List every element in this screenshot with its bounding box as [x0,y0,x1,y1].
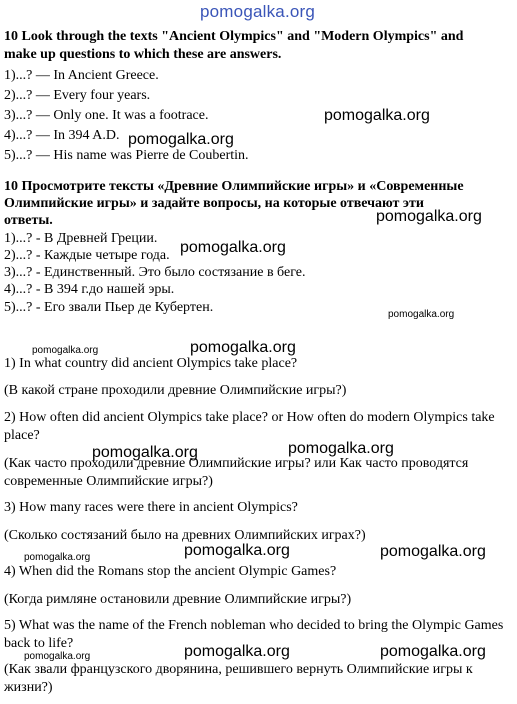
watermark: pomogalka.org [32,345,99,356]
answer-item-en-2: 2)...? — Every four years. [4,88,151,103]
watermark-top: pomogalka.org [200,2,316,21]
watermark: pomogalka.org [180,239,286,256]
question-3-ru: (Сколько состязаний было на древних Олимпийских играх?) [4,528,366,543]
watermark: pomogalka.org [324,107,430,124]
question-3-en: 3) How many races were there in ancient Olympics? [4,500,298,515]
answer-item-en-4: 4)...? — In 394 A.D. [4,128,120,143]
answer-item-ru-4: 4)...? - В 394 г.до нашей эры. [4,282,175,297]
watermark: pomogalka.org [24,651,91,662]
question-4-en: 4) When did the Romans stop the ancient Olympic Games? [4,564,337,579]
watermark: pomogalka.org [380,643,486,660]
question-2-en: 2) How often did ancient Olympics take place? or How often do modern Olympics take place? [4,410,495,443]
question-1-ru: (В какой стране проходили древние Олимпийские игры?) [4,383,347,398]
question-4-ru: (Когда римляне остановили древние Олимпийские игры?) [4,592,352,607]
answer-item-ru-5: 5)...? - Его звали Пьер де Кубертен. [4,300,214,315]
answer-item-ru-2: 2)...? - Каждые четыре года. [4,248,170,263]
watermark: pomogalka.org [184,542,290,559]
answer-item-ru-1: 1)...? - В Древней Греции. [4,231,158,246]
question-5-ru: (Как звали французского дворянина, решившего вернуть Олимпийские игры к жизни?) [4,662,473,695]
exercise-heading-ru-line2: Олимпийские игры» и задайте вопросы, на которые отвечают эти [4,196,424,211]
question-1-en: 1) In what country did ancient Olympics take place? [4,356,298,371]
exercise-heading-ru-line1: 10 Просмотрите тексты «Древние Олимпийские игры» и «Современные [4,179,464,194]
question-2-ru: (Как часто проходили древние Олимпийские игры? или Как часто проводятся современные Олимпийские игры?) [4,456,469,489]
watermark: pomogalka.org [388,309,455,320]
watermark: pomogalka.org [92,444,198,461]
answer-item-en-3: 3)...? — Only one. It was a footrace. [4,108,209,123]
answer-item-ru-3: 3)...? - Единственный. Это было состязание в беге. [4,265,306,280]
watermark: pomogalka.org [288,440,394,457]
watermark: pomogalka.org [380,543,486,560]
answer-item-en-5: 5)...? — His name was Pierre de Coubertin. [4,148,249,163]
watermark: pomogalka.org [190,339,296,356]
question-5-en: 5) What was the name of the French nobleman who decided to bring the Olympic Games back to life? [4,618,504,651]
exercise-heading-en-line1: 10 Look through the texts "Ancient Olympics" and "Modern Olympics" and [4,29,464,44]
watermark: pomogalka.org [24,552,91,563]
exercise-heading-ru-line3: ответы. [4,213,53,228]
watermark: pomogalka.org [128,131,234,148]
watermark: pomogalka.org [376,208,482,225]
answer-item-en-1: 1)...? — In Ancient Greece. [4,68,159,83]
watermark: pomogalka.org [184,643,290,660]
exercise-heading-en-line2: make up questions to which these are answers. [4,47,282,62]
